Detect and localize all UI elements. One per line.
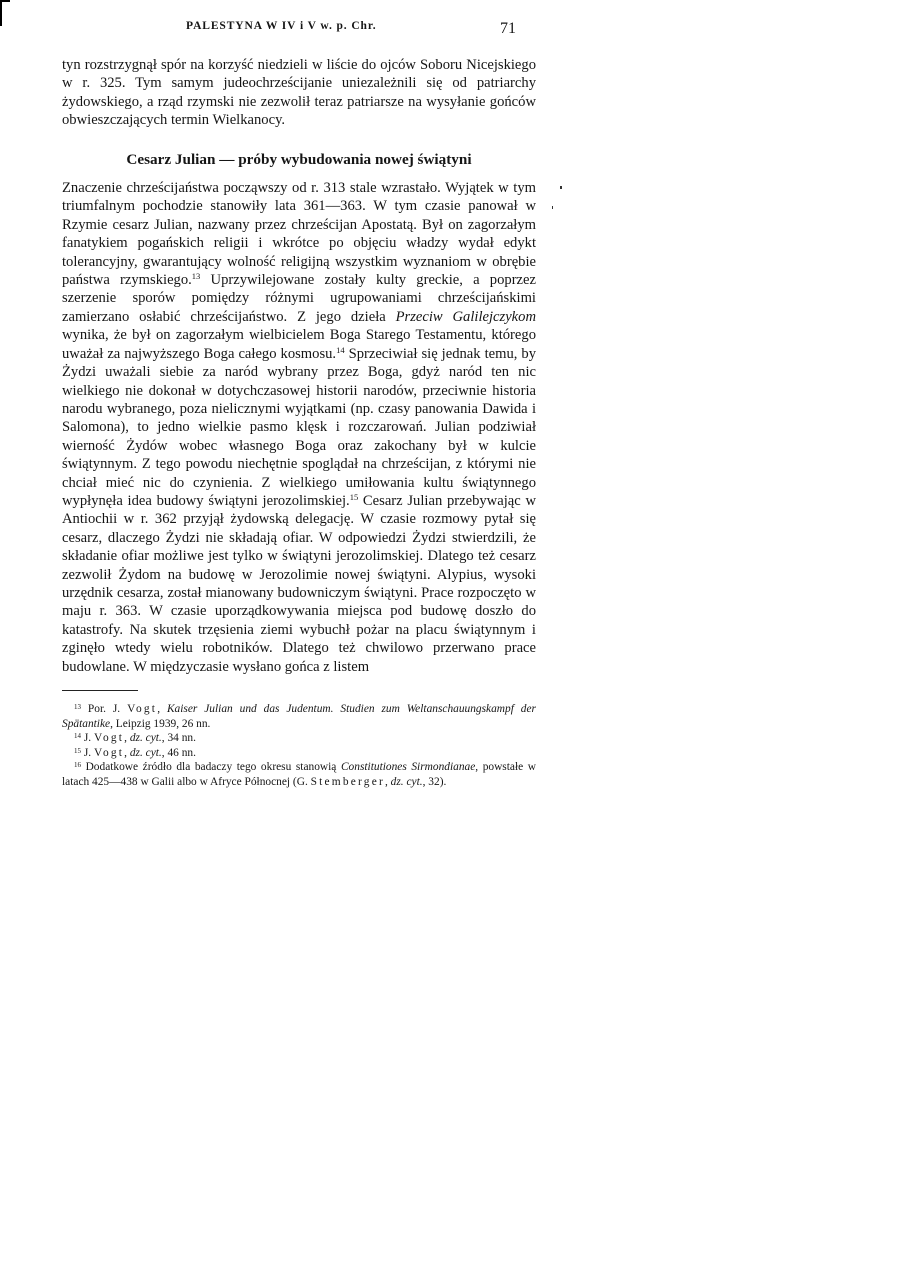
footnote-13: [62, 702, 536, 731]
section-heading: Cesarz Julian — próby wybudowania nowej świątyni: [126, 150, 472, 168]
footnote-text: , powstałe w latach 425—438 w Galii albo w Afryce Północnej (G.: [62, 761, 536, 788]
footnote-text: ,: [384, 775, 391, 788]
footnote-text: , 34 nn.: [161, 732, 196, 745]
footnotes: [62, 702, 536, 790]
footnote-ref: dz. cyt.: [129, 746, 162, 759]
footnote-ref: dz. cyt.: [129, 732, 162, 745]
scan-corner-mark: [0, 0, 10, 26]
footnote-text: J.: [81, 746, 94, 759]
footnote-text: , 32).: [422, 775, 447, 788]
footnote-text: , 46 nn.: [161, 746, 196, 759]
text-run: Sprzeciwiał się jednak temu, by Żydzi uważali siebie za naród wybrany przez Boga, gdyż naród ten nic wielkiego nie dokonał w dotychczasowej historii narodów, przeciwnie historia narodu wybranego, poza nielicznymi wyjątkami (np. czasy panowania Dawida i Salomona), to jedno wielkie pasmo klęsk i rozczarowań. Julian podziwiał wierność Żydów wobec własnego Boga oraz zakochany był w kulcie świątynnym. Z tego powodu niechętnie spoglądał na chrześcijan, z którymi nie chciał mieć nic do czynienia. Z wielkiego umiłowania kultu świątynnego wypłynęła idea budowy świątyni jerozolimskiej.: [62, 345, 536, 509]
footnote-text: ,: [124, 732, 130, 745]
footnote-text: Dodatkowe źródło dla badaczy tego okresu stanowią: [81, 761, 341, 774]
footnote-author: Stemberger: [310, 775, 385, 788]
footnote-text: , Leipzig 1939, 26 nn.: [110, 717, 211, 730]
footnote-number: 13: [74, 703, 81, 711]
footnote-number: 15: [74, 746, 81, 755]
footnote-16: [62, 760, 536, 789]
paragraph-2: [62, 179, 536, 676]
footnote-author: Vogt: [93, 746, 125, 759]
footnote-author: Vogt: [127, 703, 158, 715]
footnote-number: 16: [74, 761, 81, 770]
footnote-ref-15: 15: [349, 491, 359, 502]
footnote-author: Vogt: [93, 732, 125, 745]
footnote-ref-13: 13: [191, 271, 201, 282]
paragraph-1: tyn rozstrzygnął spór na korzyść niedzieli w liście do ojców Soboru Nicejskiego w r. 325. Tym samym judeochrześcijanie uniezależnili się od patriarchy żydowskiego, a rząd rzymski nie zezwolił teraz patriarsze na wysyłanie gońców obwieszczających termin Wielkanocy.: [62, 57, 536, 129]
footnote-text: Por. J.: [81, 703, 128, 715]
page-number: 71: [500, 20, 516, 37]
text-run: Cesarz Julian przebywając w Antiochii w r. 362 przyjął żydowską delegację. W czasie rozmowy pytał się cesarz, dlaczego Żydzi nie składają ofiar. W odpowiedzi Żydzi stwierdzili, że składanie ofiar możliwe jest tylko w świątyni jerozolimskiej. Dlatego też cesarz zezwolił Żydom na budowę w Jerozolimie nowej świątyni. Alypius, wysoki urzędnik cesarza, został mianowany budowniczym świątyni. Prace rozpoczęto w maju r. 363. W czasie uporządkowywania miejsca pod budowę doszło do katastrofy. Na skutek trzęsienia ziemi wybuchł pożar na placu świątynnym i zginęło wtedy wielu robotników. Dlatego też chwilowo przerwano prace budowlane. W międzyczasie wysłano gońca z listem: [62, 492, 536, 675]
text-run: wynika, że był on zagorzałym wielbicielem Boga Starego Testamentu, którego uważał za najwyższego Boga całego kosmosu.: [62, 327, 536, 362]
footnote-ref: dz. cyt.: [390, 775, 423, 788]
footnote-text: ,: [124, 746, 130, 759]
scan-speck: [552, 206, 553, 209]
main-text: [62, 56, 536, 676]
footnote-14: [62, 731, 536, 746]
footnote-title: Constitutiones Sirmondianae: [340, 761, 476, 774]
footnote-text: J.: [81, 732, 94, 745]
footnote-15: [62, 746, 536, 761]
footnote-ref-14: 14: [336, 344, 345, 355]
footnote-text: ,: [157, 703, 167, 715]
text-run: Znaczenie chrześcijaństwa począwszy od r. 313 stale wzrastało. Wyjątek w tym triumfalnym pochodzie stanowiły lata 361—363. W tym czasie panował w Rzymie cesarz Julian, nazwany przez chrześcijan Apostatą. Był on zagorzałym fanatykiem pogańskich religii i wkrótce po objęciu władzy wydał edykt tolerancyjny, gwarantujący wolność religijną wszystkim wyznaniom w obrębie państwa rzymskiego.: [62, 180, 536, 289]
book-title: Przeciw Galilejczykom: [395, 308, 536, 325]
scan-speck: [560, 186, 562, 189]
footnote-title: Kaiser Julian und das Judentum. Studien zum Weltanschauungskampf der Spätantike: [62, 703, 536, 730]
footnote-number: 14: [74, 732, 81, 741]
footnote-rule: [62, 690, 138, 691]
text-run: Uprzywilejowane zostały kulty greckie, a poprzez szerzenie sporów pomiędzy różnymi ugrupowaniami chrześcijańskimi zamierzano osłabić chrześcijaństwo. Z jego dzieła: [62, 272, 536, 325]
running-header: PALESTYNA W IV i V w. p. Chr.: [186, 20, 377, 32]
